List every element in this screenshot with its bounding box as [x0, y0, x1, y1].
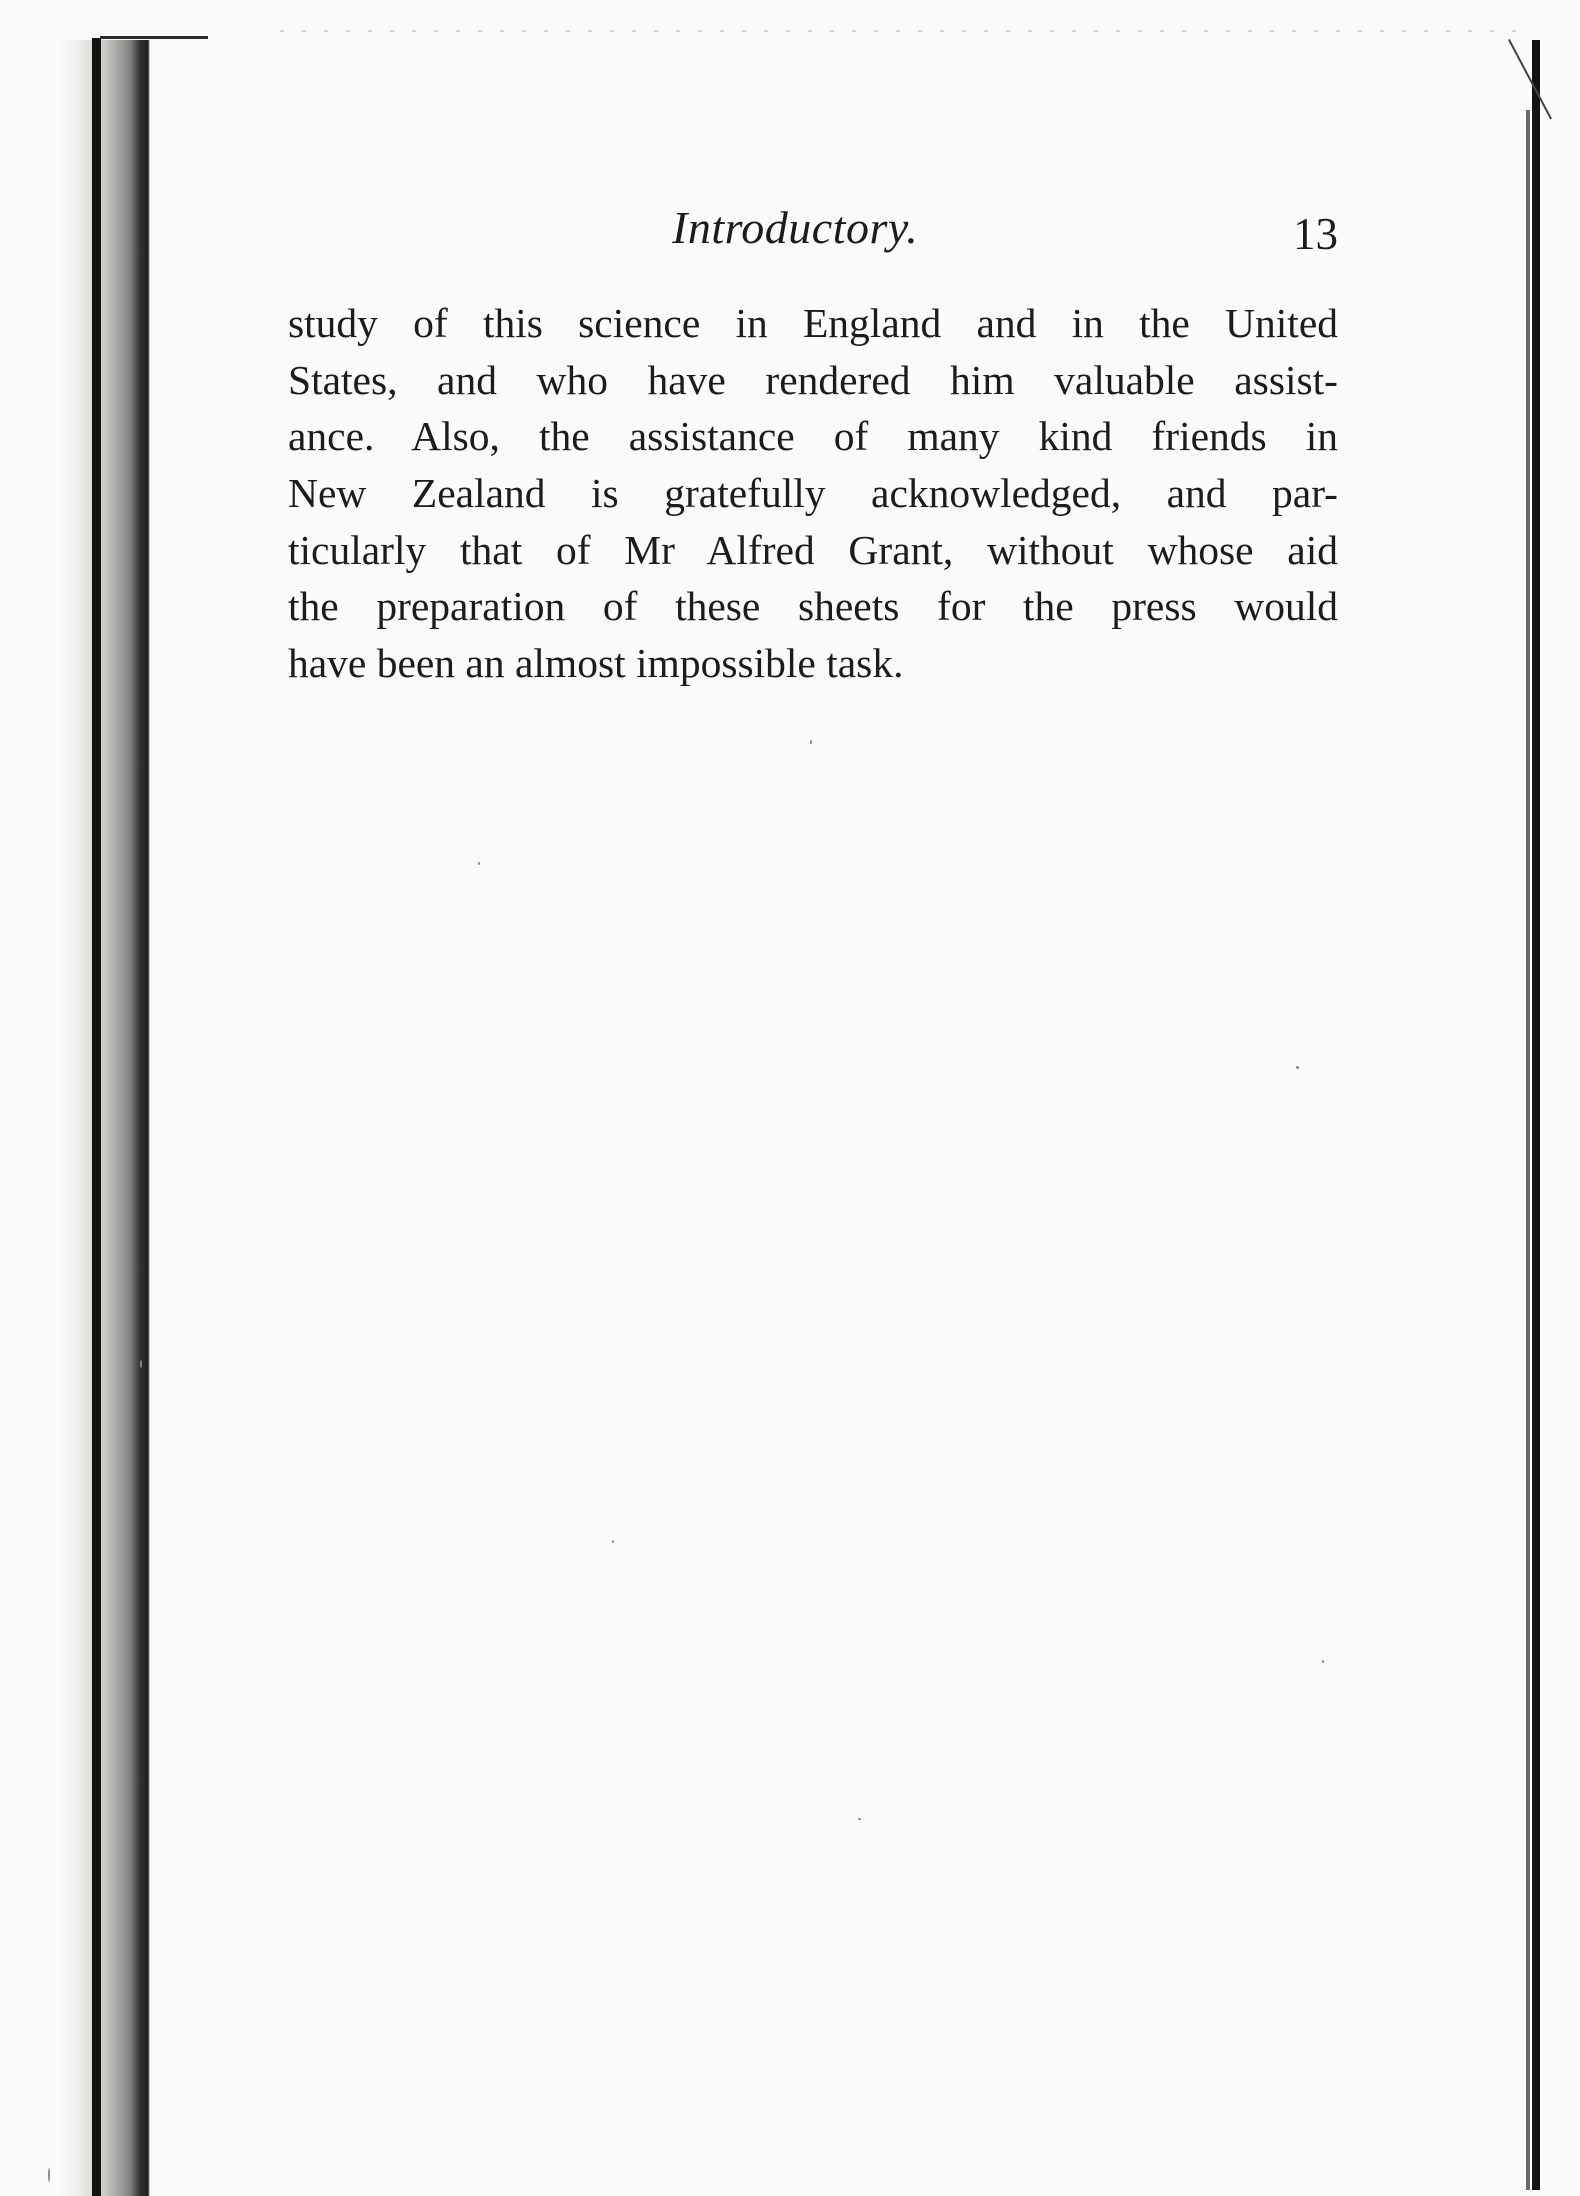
running-title: Introductory. — [672, 202, 919, 253]
scan-speck — [612, 1540, 614, 1543]
text-line: study of this science in England and in the United — [288, 300, 1338, 346]
book-gutter-edge — [92, 38, 101, 2196]
scan-speck — [48, 2168, 50, 2182]
scan-speck — [810, 740, 812, 744]
text-line: New Zealand is gratefully acknowledged, and par- — [288, 470, 1338, 517]
scan-speck — [478, 862, 480, 865]
page-corner-mark — [100, 36, 208, 39]
text-line: the preparation of these sheets for the press would — [288, 583, 1338, 630]
scan-top-margin-specks — [280, 30, 1530, 32]
page-right-edge — [1532, 40, 1540, 2190]
scan-speck — [140, 1360, 142, 1368]
text-line: have been an almost impossible task. — [288, 640, 904, 687]
scan-speck — [1296, 1066, 1299, 1069]
body-paragraph — [288, 295, 1338, 692]
text-line: ance. Also, the assistance of many kind friends in — [288, 413, 1338, 460]
scan-speck — [1322, 1660, 1324, 1663]
text-line: ticularly that of Mr Alfred Grant, without whose aid — [288, 526, 1338, 573]
page-corner-fold — [1508, 39, 1552, 119]
book-gutter-shadow — [60, 40, 150, 2196]
page-header — [288, 198, 1338, 268]
page-right-edge-shadow — [1526, 110, 1530, 2190]
text-line: States, and who have rendered him valuable assist- — [288, 356, 1338, 403]
page-number: 13 — [1293, 209, 1338, 259]
scan-speck — [858, 1818, 861, 1820]
